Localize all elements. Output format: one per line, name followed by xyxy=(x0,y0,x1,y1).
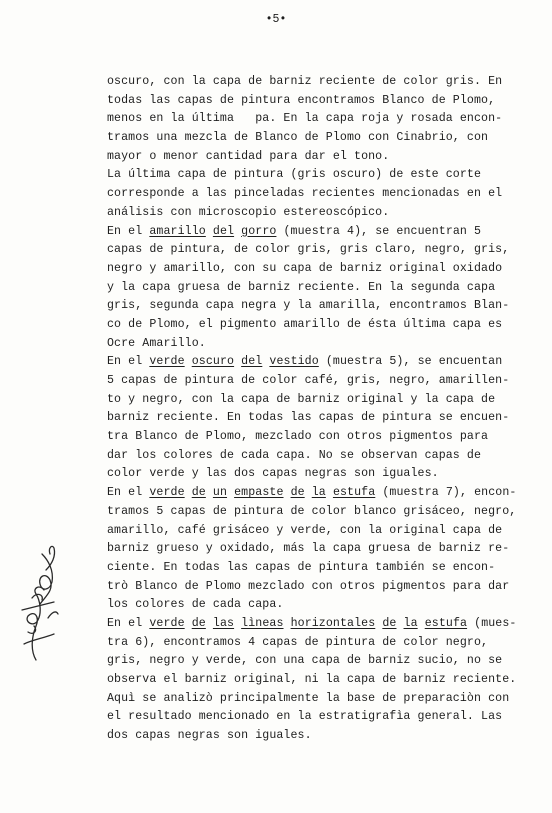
text-line xyxy=(107,391,537,410)
text-run: tra 6), encontramos 4 capas de pintura de color negro, xyxy=(107,635,489,649)
text-run xyxy=(326,486,333,499)
text-run: análisis con microscopio estereoscópico. xyxy=(107,205,390,219)
text-line xyxy=(107,522,537,541)
text-run: tramos 5 capas de pintura de color blanco grisáceo, negro, xyxy=(107,504,517,518)
text-run: barniz reciente. En todas las capas de pintura se encuen- xyxy=(107,411,510,425)
text-line xyxy=(107,204,537,223)
text-line xyxy=(107,297,537,316)
text-run: mayor o menor cantidad para dar el tono. xyxy=(107,149,390,163)
text-run xyxy=(206,486,213,499)
text-line xyxy=(107,316,537,335)
text-run: (muestra 7), encon- xyxy=(375,486,517,500)
text-run: En el xyxy=(107,355,150,369)
text-line xyxy=(107,260,537,279)
text-line xyxy=(107,652,537,671)
text-run xyxy=(305,486,312,499)
text-run: todas las capas de pintura encontramos Blanco de Plomo, xyxy=(107,93,496,107)
text-line xyxy=(107,73,537,92)
text-run: En el xyxy=(107,224,150,238)
text-run: el resultado mencionado en la estratigrafìa general. Las xyxy=(107,710,503,724)
text-run: menos en la última pa. En la capa roja y rosada encon- xyxy=(107,112,503,126)
text-run xyxy=(206,617,213,630)
text-run: los colores de cada capa. xyxy=(107,598,284,612)
underlined-term: de xyxy=(191,616,206,630)
text-line xyxy=(107,335,537,354)
underlined-term: verde xyxy=(149,616,185,630)
text-run xyxy=(284,486,291,499)
text-run: La última capa de pintura (gris oscuro) de este corte xyxy=(107,168,482,182)
text-line xyxy=(107,223,537,242)
underlined-term: la xyxy=(311,486,326,500)
text-run: dar los colores de cada capa. No se observan capas de xyxy=(107,448,482,462)
text-line xyxy=(107,465,537,484)
text-line xyxy=(107,372,537,391)
text-line xyxy=(107,110,537,129)
text-line xyxy=(107,279,537,298)
underlined-term: empaste xyxy=(234,486,284,500)
underlined-term: un xyxy=(212,486,228,500)
handwritten-signature xyxy=(10,540,62,665)
text-run: Aquì se analizò principalmente la base de preparaciòn con xyxy=(107,691,510,705)
text-run: amarillo, café grisáceo y verde, con la original capa de xyxy=(107,523,503,537)
underlined-term: de xyxy=(290,486,305,500)
text-run: tramos una mezcla de Blanco de Plomo con Cinabrio, con xyxy=(107,131,489,145)
text-run xyxy=(185,355,192,368)
underlined-term: amarillo xyxy=(149,224,206,238)
text-line xyxy=(107,447,537,466)
underlined-term: de xyxy=(191,486,206,500)
text-run: gris, negro y verde, con una capa de barniz sucio, no se xyxy=(107,654,503,668)
text-line xyxy=(107,241,537,260)
text-run: Ocre Amarillo. xyxy=(107,336,206,350)
text-run: co de Plomo, el pigmento amarillo de ésta última capa es xyxy=(107,317,503,331)
text-line xyxy=(107,727,537,746)
text-line xyxy=(107,671,537,690)
text-run: (muestra 5), se encuentan xyxy=(318,355,503,369)
text-line xyxy=(107,166,537,185)
text-run xyxy=(206,225,213,238)
text-line xyxy=(107,148,537,167)
text-line xyxy=(107,559,537,578)
text-run: gris, segunda capa negra y la amarilla, encontramos Blan- xyxy=(107,299,510,313)
text-run: observa el barniz original, ni la capa de barniz reciente. xyxy=(107,673,517,686)
text-run: y la capa gruesa de barniz reciente. En la segunda capa xyxy=(107,280,496,294)
text-run: En el xyxy=(107,616,150,630)
text-run: 5 capas de pintura de color café, gris, negro, amarillen- xyxy=(107,374,510,387)
underlined-term: horizontales xyxy=(290,616,376,630)
underlined-term: verde xyxy=(149,355,185,369)
text-line xyxy=(107,484,537,503)
underlined-term: vestido xyxy=(269,355,319,369)
underlined-term: las xyxy=(212,616,235,630)
text-run: trò Blanco de Plomo mezclado con otros pigmentos para dar xyxy=(107,579,510,593)
underlined-term: lìneas xyxy=(241,616,284,630)
text-run xyxy=(418,617,425,630)
text-line xyxy=(107,428,537,447)
underlined-term: estufa xyxy=(332,486,376,500)
underlined-term: del xyxy=(212,224,235,238)
text-line xyxy=(107,92,537,111)
text-run: ciente. En todas las capas de pintura también se encon- xyxy=(107,560,496,574)
underlined-term: de xyxy=(382,616,397,630)
text-run: tra Blanco de Plomo, mezclado con otros pigmentos para xyxy=(107,430,489,444)
text-run xyxy=(396,617,403,630)
underlined-term: verde xyxy=(149,486,185,500)
underlined-term: del xyxy=(241,355,263,369)
body-text xyxy=(107,73,537,746)
text-run: (muestra 4), se encuentran 5 xyxy=(276,224,482,238)
text-line xyxy=(107,185,537,204)
text-line xyxy=(107,596,537,615)
underlined-term: oscuro xyxy=(191,355,235,369)
text-run xyxy=(284,617,291,630)
page-number: •5• xyxy=(265,13,287,26)
text-line xyxy=(107,540,537,559)
underlined-term: gorro xyxy=(241,224,277,238)
text-line xyxy=(107,129,537,148)
text-run xyxy=(185,617,192,630)
text-run: oscuro, con la capa de barniz reciente de color gris. En xyxy=(107,75,503,88)
text-run: color verde y las dos capas negras son iguales. xyxy=(107,467,439,481)
text-line xyxy=(107,578,537,597)
text-line xyxy=(107,503,537,522)
text-line xyxy=(107,615,537,634)
text-line xyxy=(107,634,537,653)
underlined-term: la xyxy=(403,616,418,630)
text-run: to y negro, con la capa de barniz original y la capa de xyxy=(107,392,496,406)
text-run: capas de pintura, de color gris, gris claro, negro, gris, xyxy=(107,243,510,257)
text-run: dos capas negras son iguales. xyxy=(107,729,312,743)
text-line xyxy=(107,353,537,372)
text-run: barniz grueso y oxidado, más la capa gruesa de barniz re- xyxy=(107,542,510,556)
text-run: (mues- xyxy=(467,616,517,630)
text-run: En el xyxy=(107,486,150,500)
text-run xyxy=(185,486,192,499)
text-line xyxy=(107,690,537,709)
text-line xyxy=(107,708,537,727)
text-run: corresponde a las pinceladas recientes mencionadas en el xyxy=(107,187,503,201)
text-run: negro y amarillo, con su capa de barniz original oxidado xyxy=(107,261,503,275)
underlined-term: estufa xyxy=(424,616,468,630)
text-line xyxy=(107,409,537,428)
